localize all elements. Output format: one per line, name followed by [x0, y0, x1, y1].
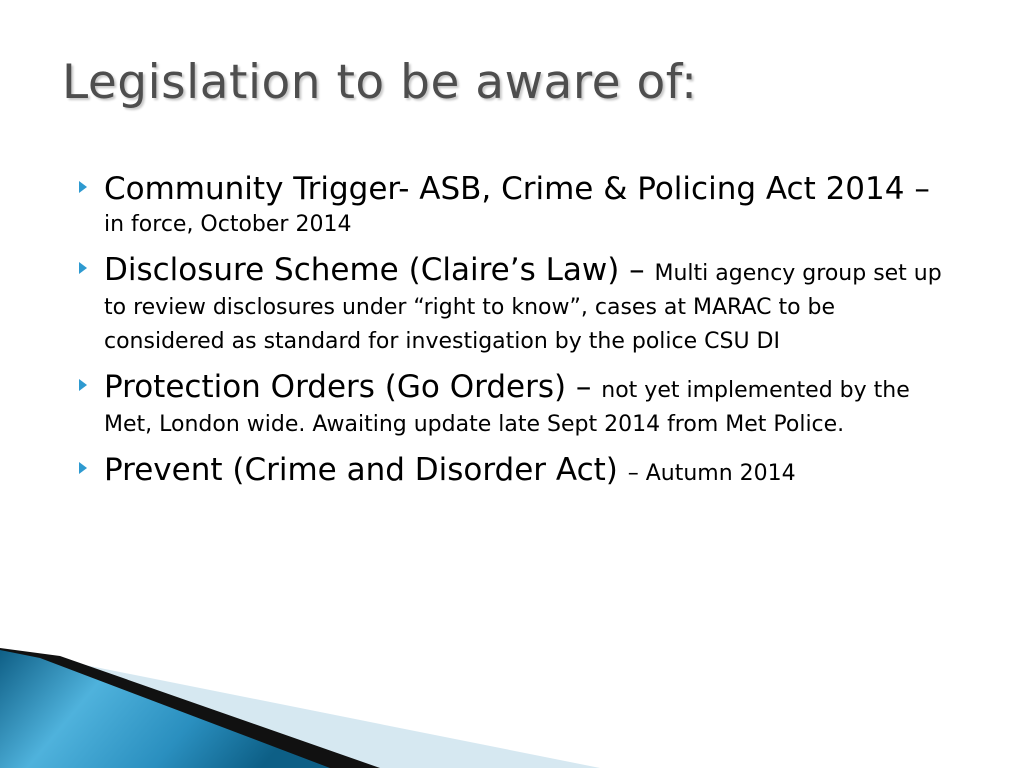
- bullet-heading: Community Trigger- ASB, Crime & Policing Act 2014 –: [104, 171, 930, 207]
- bullet-detail: not yet implemented by the Met, London wide. Awaiting update late Sept 2014 from Met Police.: [104, 378, 910, 437]
- bullet-heading: Prevent (Crime and Disorder Act): [104, 452, 628, 488]
- slide-title: Legislation to be aware of:: [62, 55, 698, 110]
- bullet-text: [104, 368, 946, 442]
- bullet-text: [104, 170, 946, 242]
- triangle-bullet-icon: [79, 181, 87, 193]
- bullet-heading: Protection Orders (Go Orders) –: [104, 369, 602, 405]
- bullet-list: [76, 170, 946, 500]
- bullet-text: [104, 451, 946, 491]
- bullet-detail: – Autumn 2014: [627, 461, 796, 486]
- bullet-item-prevent: [76, 451, 946, 491]
- decorative-wedge: [0, 640, 1024, 768]
- bullet-detail: Multi agency group set up to review disclosures under “right to know”, cases at MARAC to be considered as standard for investigation by the police CSU DI: [104, 261, 942, 354]
- bullet-detail: in force, October 2014: [104, 212, 352, 237]
- bullet-item-protection-orders: [76, 368, 946, 442]
- triangle-bullet-icon: [79, 379, 87, 391]
- bullet-item-disclosure-scheme: [76, 251, 946, 359]
- bullet-item-community-trigger: [76, 170, 946, 242]
- bullet-text: [104, 251, 946, 359]
- bullet-heading: Disclosure Scheme (Claire’s Law) –: [104, 252, 655, 288]
- triangle-bullet-icon: [79, 262, 87, 274]
- triangle-bullet-icon: [79, 462, 87, 474]
